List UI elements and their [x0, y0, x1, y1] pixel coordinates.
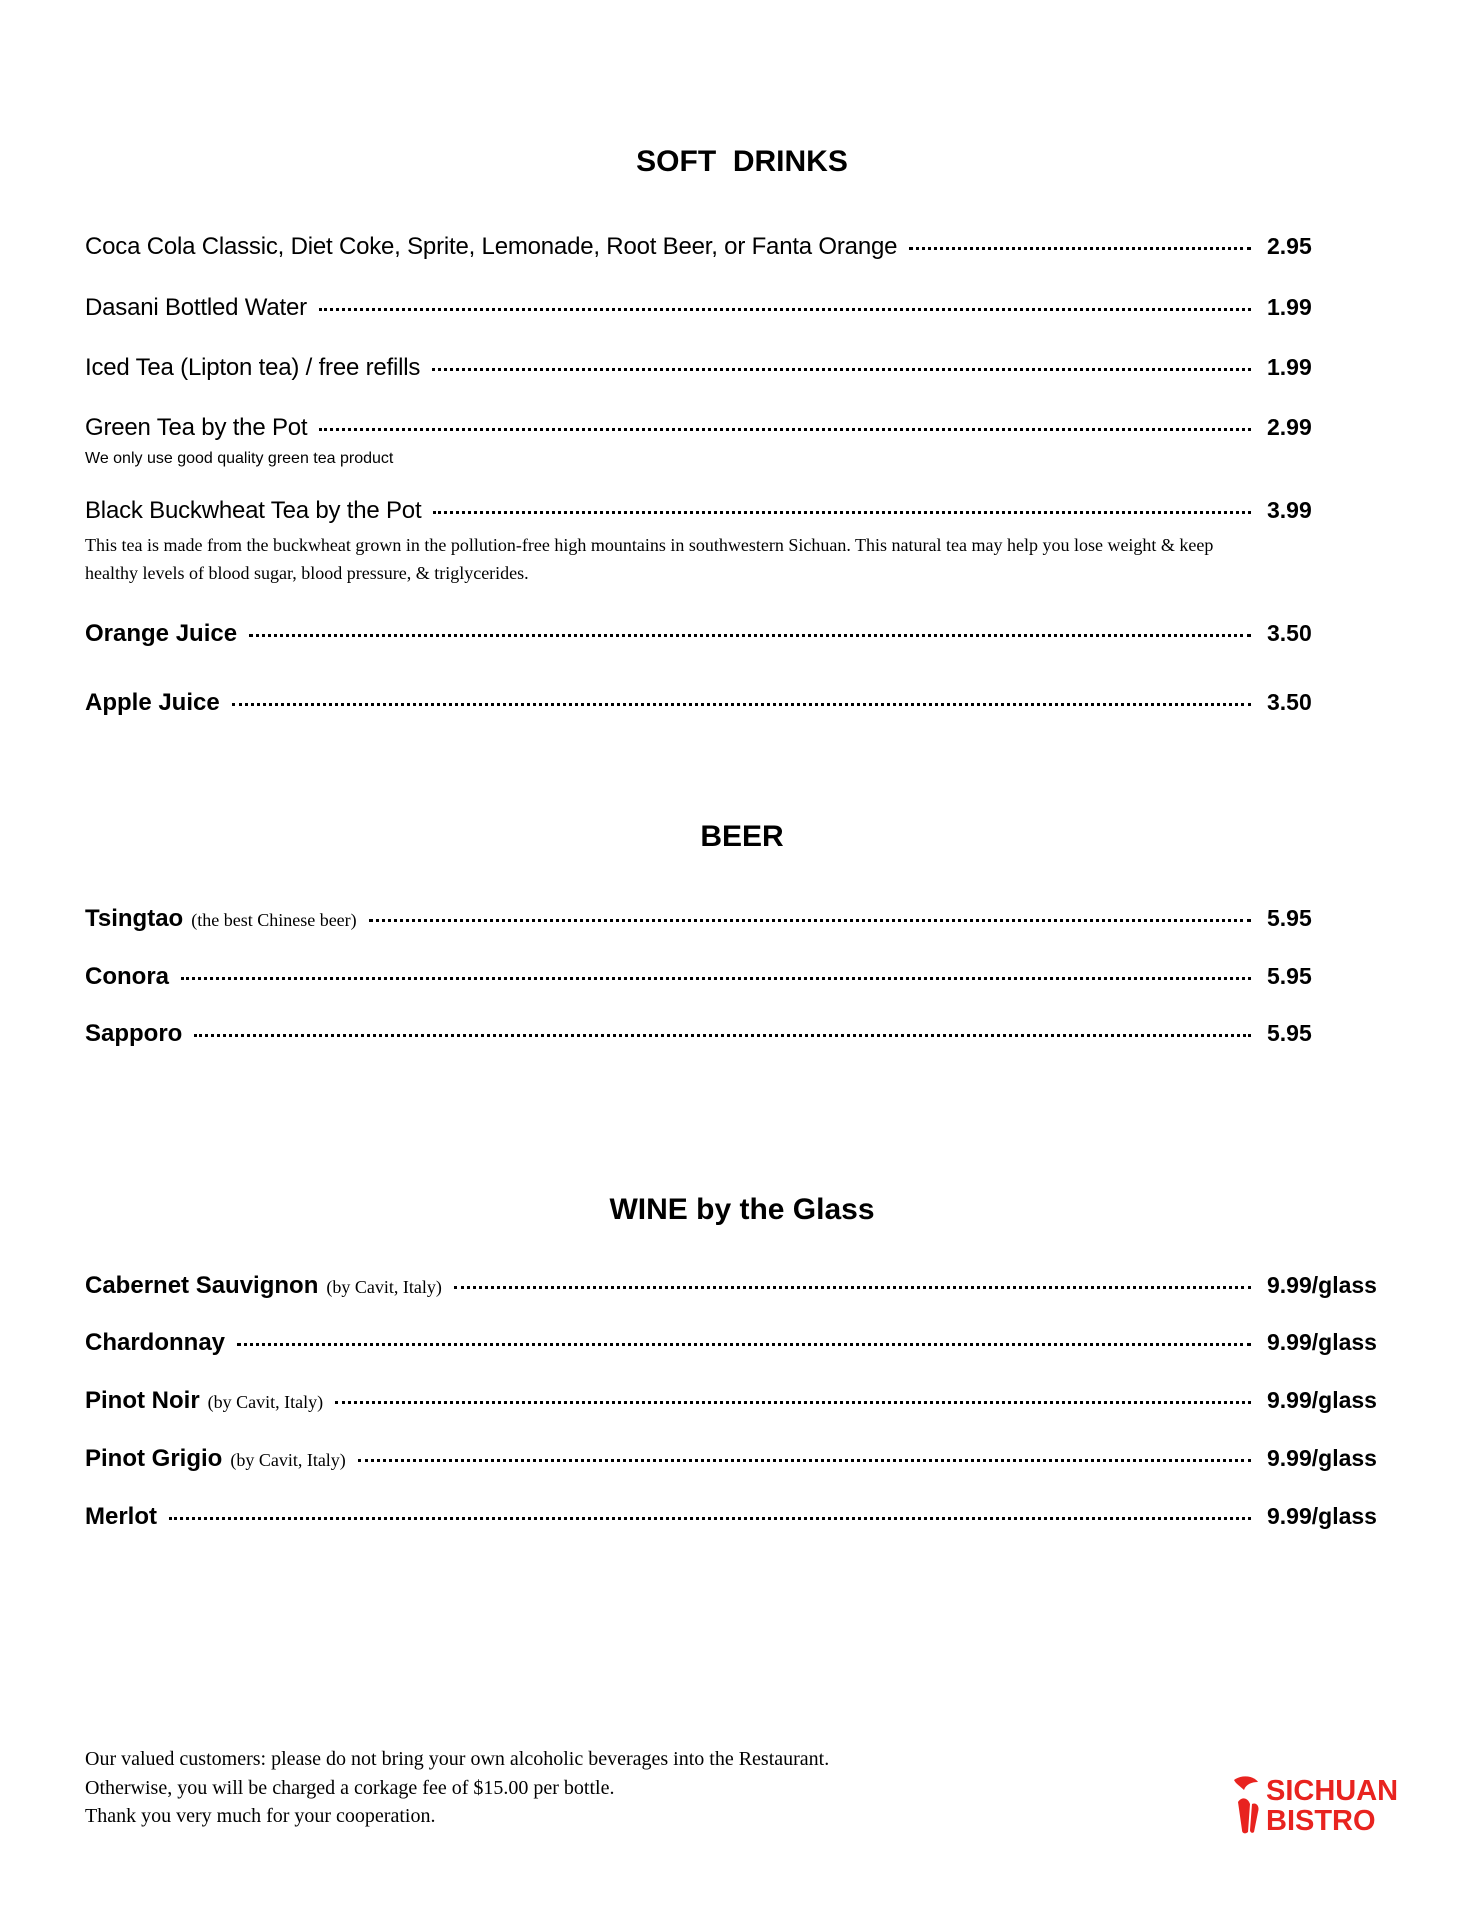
dot-leader: [181, 969, 1251, 980]
item-price: 2.99: [1267, 414, 1312, 440]
dot-leader: [194, 1026, 1251, 1037]
menu-item-beer: [85, 963, 1385, 995]
item-description: This tea is made from the buckwheat grown in the pollution-free high mountains in southwestern Sichuan. This natural tea may help you lose weight & keep healthy levels of blood sugar, blood pressure, & triglycerides.: [85, 535, 1214, 583]
item-price: 1.99: [1267, 294, 1312, 320]
beer-title: BEER: [700, 820, 784, 853]
logo-line1: SICHUAN: [1266, 1775, 1399, 1807]
menu-item-wine: [85, 1329, 1385, 1361]
item-price: 5.95: [1267, 963, 1312, 989]
item-name: Pinot Grigio: [85, 1445, 223, 1472]
dot-leader: [335, 1393, 1251, 1404]
item-note: (by Cavit, Italy): [230, 1450, 346, 1470]
menu-item-wine: [85, 1503, 1385, 1535]
menu-item-soft-drink: [85, 689, 1385, 721]
corkage-notice: [85, 1745, 829, 1831]
item-name: Sapporo: [85, 1020, 183, 1047]
logo-line2: BISTRO: [1266, 1805, 1376, 1837]
menu-item-soft-drink: [85, 497, 1385, 587]
soft-drinks-title: SOFT DRINKS: [636, 145, 848, 178]
dot-leader: [319, 420, 1251, 431]
item-price: 5.95: [1267, 1020, 1312, 1046]
menu-item-beer: [85, 1020, 1385, 1052]
menu-item-beer: [85, 905, 1385, 937]
menu-item-wine: [85, 1272, 1385, 1304]
item-name: Merlot: [85, 1503, 157, 1530]
item-name: Iced Tea (Lipton tea) / free refills: [85, 354, 421, 381]
item-price: 2.95: [1267, 233, 1312, 259]
item-name: Coca Cola Classic, Diet Coke, Sprite, Lemonade, Root Beer, or Fanta Orange: [85, 233, 898, 260]
item-note: (by Cavit, Italy): [326, 1277, 442, 1297]
dot-leader: [432, 360, 1251, 371]
menu-item-wine: [85, 1387, 1385, 1419]
menu-item-soft-drink: [85, 414, 1385, 468]
dot-leader: [369, 911, 1251, 922]
item-name: Chardonnay: [85, 1329, 226, 1356]
dot-leader: [319, 300, 1251, 311]
notice-line: Thank you very much for your cooperation.: [85, 1805, 436, 1827]
dot-leader: [909, 239, 1251, 250]
item-price: 1.99: [1267, 354, 1312, 380]
item-name: Black Buckwheat Tea by the Pot: [85, 497, 422, 524]
item-price: 9.99/glass: [1267, 1445, 1377, 1471]
item-price: 9.99/glass: [1267, 1329, 1377, 1355]
wine-title: WINE by the Glass: [609, 1193, 875, 1226]
item-name: Conora: [85, 963, 169, 990]
item-price: 9.99/glass: [1267, 1272, 1377, 1298]
item-name: Dasani Bottled Water: [85, 294, 307, 321]
dot-leader: [237, 1335, 1251, 1346]
dot-leader: [232, 695, 1251, 706]
item-price: 3.99: [1267, 497, 1312, 523]
item-name: Pinot Noir: [85, 1387, 200, 1414]
menu-item-soft-drink: [85, 620, 1385, 652]
item-price: 9.99/glass: [1267, 1387, 1377, 1413]
dot-leader: [358, 1451, 1251, 1462]
item-price: 3.50: [1267, 689, 1312, 715]
dot-leader: [249, 626, 1251, 637]
notice-line: Our valued customers: please do not bring your own alcoholic beverages into the Restaurant.: [85, 1748, 830, 1770]
item-name: Green Tea by the Pot: [85, 414, 308, 441]
item-price: 9.99/glass: [1267, 1503, 1377, 1529]
item-note: (by Cavit, Italy): [207, 1392, 324, 1412]
notice-line: Otherwise, you will be charged a corkage fee of $15.00 per bottle.: [85, 1776, 615, 1799]
item-name: Orange Juice: [85, 620, 238, 647]
chili-icon: [1234, 1776, 1259, 1833]
item-name: Tsingtao: [85, 905, 184, 932]
menu-item-wine: [85, 1445, 1385, 1477]
menu-item-soft-drink: [85, 294, 1385, 326]
sichuan-bistro-logo: [1232, 1772, 1402, 1838]
item-name: Apple Juice: [85, 689, 220, 716]
dot-leader: [433, 503, 1251, 514]
menu-item-soft-drink: [85, 233, 1385, 265]
item-price: 3.50: [1267, 620, 1312, 646]
item-description: We only use good quality green tea product: [85, 450, 394, 467]
item-name: Cabernet Sauvignon: [85, 1272, 319, 1299]
dot-leader: [169, 1509, 1251, 1520]
item-price: 5.95: [1267, 905, 1312, 931]
dot-leader: [454, 1278, 1251, 1289]
menu-item-soft-drink: [85, 354, 1385, 386]
item-note: (the best Chinese beer): [191, 910, 357, 930]
